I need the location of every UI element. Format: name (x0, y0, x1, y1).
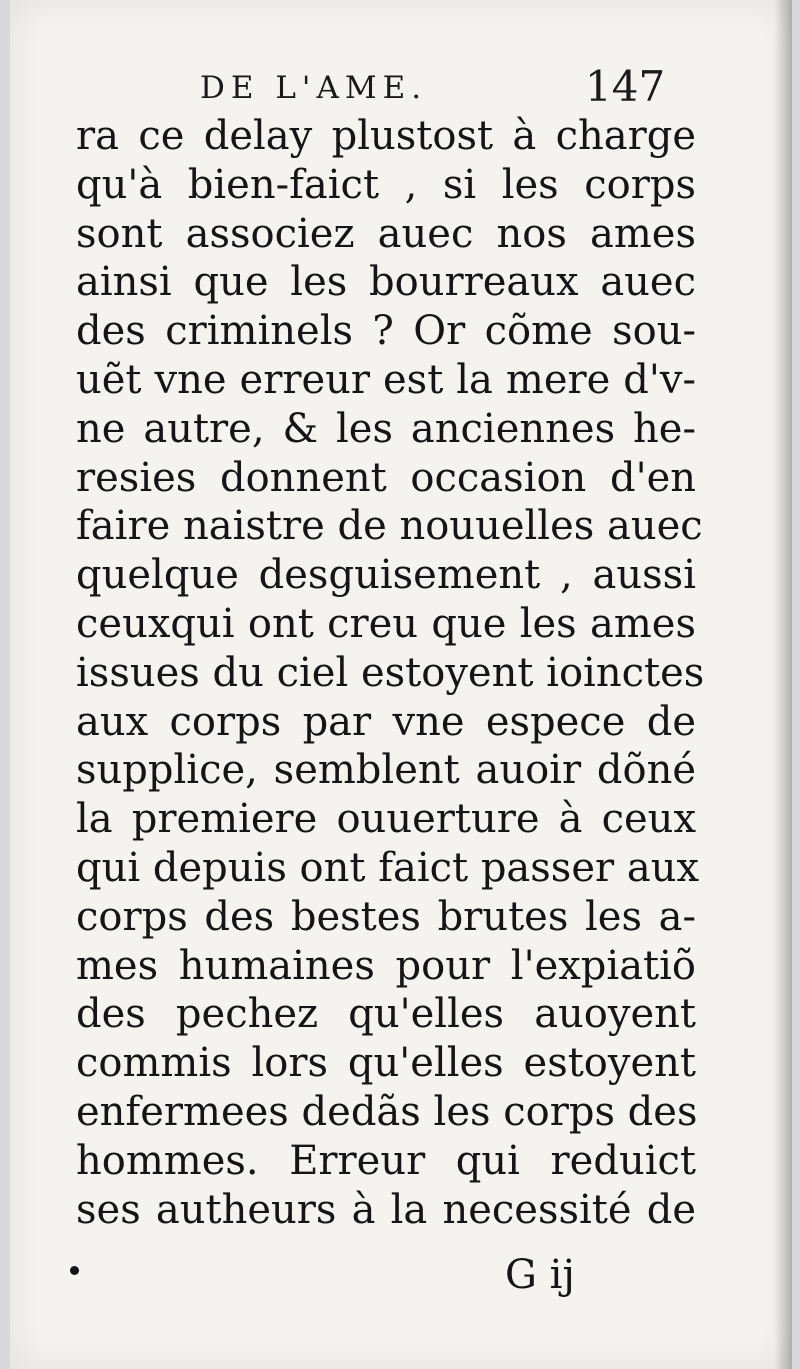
text-line: ra ce delay plustost à charge (76, 113, 696, 159)
text-line: enfermees dedãs les corps des (76, 1088, 698, 1135)
text-line: resies donnent occasion d'en (76, 454, 696, 501)
signature-mark: G ij (505, 1252, 575, 1298)
text-line: ses autheurs à la necessité de (76, 1186, 696, 1233)
text-line: ne autre, & les anciennes he- (76, 405, 696, 452)
text-line: faire naistre de nouuelles auec (76, 503, 703, 550)
text-line: qu'à bien-faict , si les corps (76, 161, 696, 208)
book-page (10, 0, 792, 1369)
text-line: des pechez qu'elles auoyent (76, 991, 696, 1038)
text-line: qui depuis ont faict passer aux (76, 844, 700, 891)
running-head: DE L'AME. (200, 70, 428, 106)
text-line: aux corps par vne espece de (76, 698, 696, 745)
text-line: des criminels ? Or cõme sou- (76, 308, 696, 355)
text-line: la premiere ouuerture à ceux (76, 796, 696, 843)
text-line: sont associez auec nos ames (76, 210, 696, 257)
page-header (10, 62, 792, 112)
ink-dot-mark (70, 1266, 79, 1275)
body-text (76, 112, 705, 1234)
text-line: commis lors qu'elles estoyent (76, 1040, 696, 1087)
text-line: issues du ciel estoyent ioinctes (76, 649, 705, 696)
page-footer (10, 1252, 792, 1302)
text-line: ceuxqui ont creu que les ames (76, 600, 696, 647)
text-line: uẽt vne erreur est la mere d'v- (76, 356, 696, 403)
page-number: 147 (585, 62, 666, 111)
text-line: ainsi que les bourreaux auec (76, 259, 696, 306)
text-line: quelque desguisement , aussi (76, 552, 696, 599)
text-line: supplice, semblent auoir dõné (76, 747, 696, 794)
text-line: corps des bestes brutes les a- (76, 893, 696, 940)
text-line: hommes. Erreur qui reduict (76, 1137, 696, 1184)
text-line: mes humaines pour l'expiatiõ (76, 942, 696, 989)
page-edge-shadow (774, 0, 792, 1369)
